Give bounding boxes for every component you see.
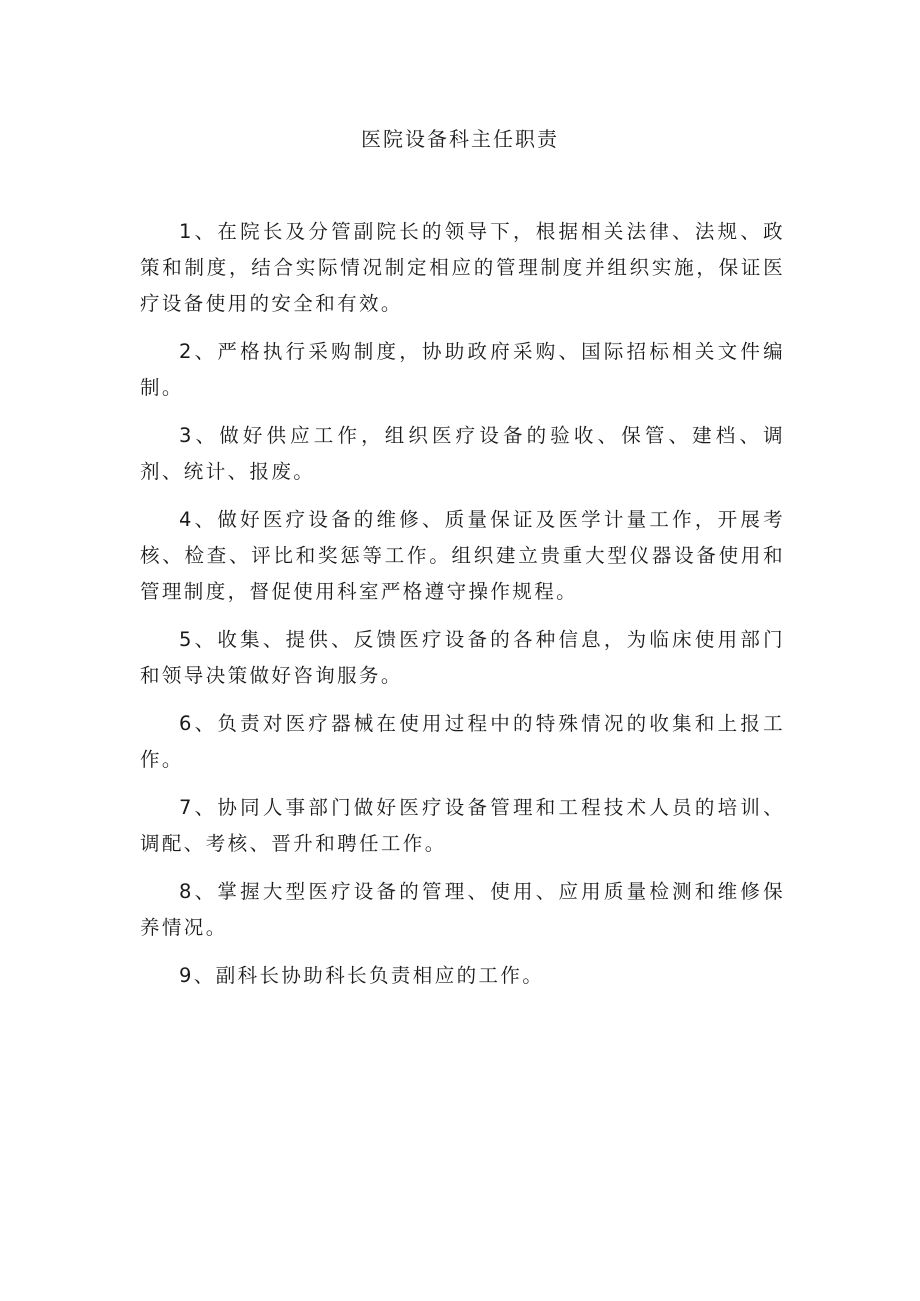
clause-9: 9、副科长协助科长负责相应的工作。 [179, 964, 545, 987]
clause-list [140, 214, 785, 1006]
clause-3: 3、做好供应工作，组织医疗设备的验收、保管、建档、调剂、统计、报废。 [140, 424, 785, 483]
clause-8: 8、掌握大型医疗设备的管理、使用、应用质量检测和维修保养情况。 [140, 880, 785, 939]
clause-7: 7、协同人事部门做好医疗设备管理和工程技术人员的培训、调配、考核、晋升和聘任工作。 [140, 796, 785, 855]
page-title: 医院设备科主任职责 [361, 127, 559, 151]
clause-5: 5、收集、提供、反馈医疗设备的各种信息，为临床使用部门和领导决策做好咨询服务。 [140, 628, 785, 687]
clause-6: 6、负责对医疗器械在使用过程中的特殊情况的收集和上报工作。 [140, 712, 785, 771]
clause-2: 2、严格执行采购制度，协助政府采购、国际招标相关文件编制。 [140, 340, 785, 399]
clause-1: 1、在院长及分管副院长的领导下，根据相关法律、法规、政策和制度，结合实际情况制定相应的管理制度并组织实施，保证医疗设备使用的安全和有效。 [140, 220, 785, 315]
clause-4: 4、做好医疗设备的维修、质量保证及医学计量工作，开展考核、检查、评比和奖惩等工作。组织建立贵重大型仪器设备使用和管理制度，督促使用科室严格遵守操作规程。 [140, 508, 785, 603]
